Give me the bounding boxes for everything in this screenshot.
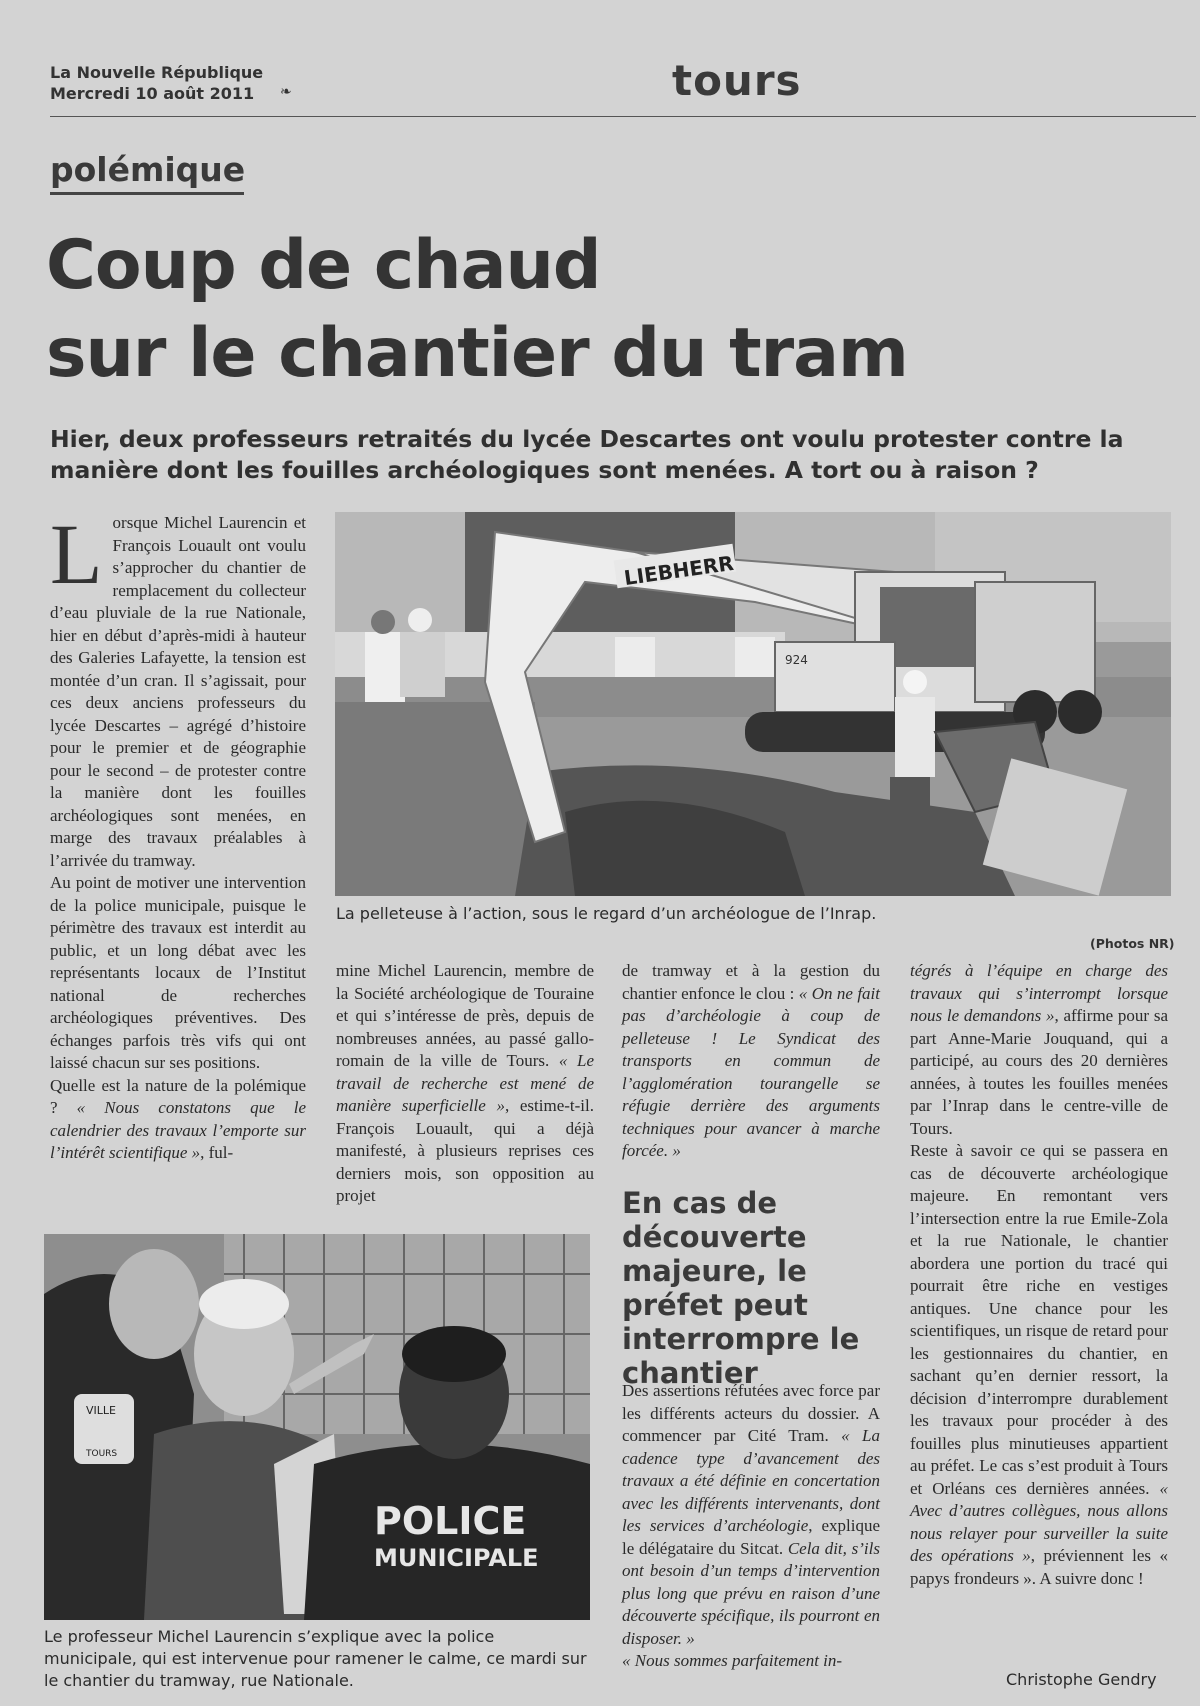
article-kicker: polémique — [50, 150, 246, 189]
paragraph-text: , explique le délégataire du Sitcat. — [622, 1516, 880, 1558]
paragraph — [622, 1380, 880, 1650]
police-photo — [44, 1234, 590, 1620]
excavator-illustration — [335, 512, 1171, 896]
quote-text: « Nous constatons que le calendrier des travaux l’emporte sur l’intérêt scientifique » — [50, 1098, 306, 1162]
paragraph-text: Reste à savoir ce qui se passera en cas de découverte archéologique majeure. En remontant vers l’intersection entre la rue Emile-Zola et la rue Nationale, le chantier abordera une portion du tracé qui pourrait être riche en vestiges antiques. Une chance pour les scientifiques, un risque de retard pour les gestionnaires du chantier, en sachant qu’en dernier ressort, la décision d’interrompre durablement les travaux pour procéder à des fouilles plus minutieuses appartient au préfet. Le cas s’est produit à Tours et Orléans ces dernières années. — [910, 1141, 1168, 1498]
leaf-ornament-icon: ❧ — [280, 85, 292, 100]
headline-line-1: Coup de chaud — [46, 226, 601, 305]
paragraph-text: de tramway et à la gestion du chantier enfonce le clou : — [622, 961, 880, 1003]
photo-caption-excavator: La pelleteuse à l’action, sous le regard d’un archéologue de l’Inrap. — [336, 904, 877, 923]
publication-date: Mercredi 10 août 2011 — [50, 84, 255, 103]
quote-text: « On ne fait pas d’archéologie à coup de pelleteuse ! Le Syndicat des transports en commun de l’agglomération tourangelle se réfugie derrière des arguments techniques pour avancer à marche forcée. » — [622, 983, 880, 1160]
article-subheading: En cas de découverte majeure, le préfet peut interrompre le chantier — [622, 1186, 860, 1390]
paragraph — [910, 960, 1168, 1140]
quote-text: « Le travail de recherche est mené de manière superficielle » — [336, 1051, 594, 1115]
paragraph — [622, 960, 880, 1163]
quote-text: tégrés à l’équipe en charge des travaux qui s’interrompt lorsque nous le demandons » — [910, 961, 1168, 1025]
paragraph-text: mine Michel Laurencin, membre de la Société archéologique de Touraine et qui s’intéresse de près, depuis de nombreuses années, au passé gallo-romain de la ville de Tours. — [336, 961, 594, 1070]
publication-info — [50, 62, 263, 104]
publication-name: La Nouvelle République — [50, 63, 264, 82]
photo-credit: (Photos NR) — [1090, 936, 1175, 951]
drop-cap: L — [50, 506, 103, 602]
quote-text: « Avec d’autres collègues, nous allons nous relayer pour surveiller la suite des opérations » — [910, 1478, 1168, 1565]
machine-number-label: 924 — [785, 653, 808, 667]
paragraph — [50, 1075, 306, 1165]
kicker-underline — [50, 192, 244, 195]
headline-line-2: sur le chantier du tram — [46, 314, 908, 393]
paragraph-text: , estime-t-il. François Louault, qui a déjà manifesté, à plusieurs reprises ces derniers mois, son opposition au projet — [336, 1096, 594, 1205]
machine-brand-label: LIEBHERR — [622, 550, 736, 591]
section-name: tours — [672, 56, 802, 105]
article-column-3 — [622, 960, 880, 1163]
paragraph — [50, 506, 306, 872]
paragraph-text: Quelle est la nature de la polémique ? — [50, 1075, 306, 1117]
badge-bottom-text: TOURS — [86, 1449, 118, 1459]
paragraph-text: , affirme pour sa part Anne-Marie Jouquand, qui a participé, au cours des 20 dernières années, à toutes les fouilles menées par l’Inrap dans le centre-ville de Tours. — [910, 1006, 1168, 1138]
article-standfirst: Hier, deux professeurs retraités du lycée Descartes ont voulu protester contre la manière dont les fouilles archéologiques sont menées. A tort ou à raison ? — [50, 425, 1124, 484]
quote-text: « La cadence type d’avancement des travaux a été définie en concertation avec les différents intervenants, dont les services d’archéologie — [622, 1426, 880, 1535]
quote-text: « Nous sommes parfaitement in- — [622, 1651, 843, 1670]
paragraph-text: orsque Michel Laurencin et François Louault ont voulu s’approcher du chantier de remplacement du collecteur d’eau pluviale de la rue Nationale, hier en début d’après-midi à hauteur des Galeries Lafayette, la tension est montée d’un cran. Il s’agissait, pour ces deux anciens professeurs du lycée Descartes – agrégé d’histoire pour le premier et de géographie pour le second – de protester contre la manière dont les fouilles archéologiques sont menées, en marge des travaux préalables à l’arrivée du tramway. — [50, 513, 306, 870]
paragraph-text: Des assertions réfutées avec force par les différents acteurs du dossier. A commencer par Cité Tram. — [622, 1381, 880, 1445]
article-column-1 — [50, 506, 306, 1165]
header-rule — [50, 116, 1196, 117]
paragraph — [910, 1140, 1168, 1590]
paragraph-text: , ful- — [200, 1143, 234, 1162]
article-column-4 — [910, 960, 1168, 1590]
excavator-photo — [335, 512, 1171, 896]
vest-municipale-text: MUNICIPALE — [374, 1544, 539, 1572]
paragraph-text: , préviennent les « papys frondeurs ». A suivre donc ! — [910, 1546, 1168, 1588]
photo-caption-police: Le professeur Michel Laurencin s’explique avec la police municipale, qui est intervenue pour ramener le calme, ce mardi sur le chantier du tramway, rue Nationale. — [44, 1627, 587, 1690]
paragraph — [336, 960, 594, 1208]
article-byline: Christophe Gendry — [1006, 1670, 1157, 1689]
vest-police-text: POLICE — [374, 1499, 527, 1543]
article-column-3-continued — [622, 1380, 880, 1673]
article-column-2 — [336, 960, 594, 1208]
quote-text: Cela dit, s’ils ont besoin d’un temps d’intervention plus long que prévu en raison d’une découverte spécifique, ils pourront en disposer. » — [622, 1538, 880, 1648]
article-headline — [46, 222, 908, 398]
paragraph — [622, 1650, 880, 1673]
police-scene-illustration — [44, 1234, 590, 1620]
badge-top-text: VILLE — [86, 1404, 116, 1417]
paragraph: Au point de motiver une intervention de la police municipale, puisque le périmètre des travaux est interdit au public, et un long débat avec les représentants locaux de l’Institut national de recherches archéologiques préventives. Des échanges parfois très vifs qui ont laissé chacun sur ses positions. — [50, 873, 306, 1072]
